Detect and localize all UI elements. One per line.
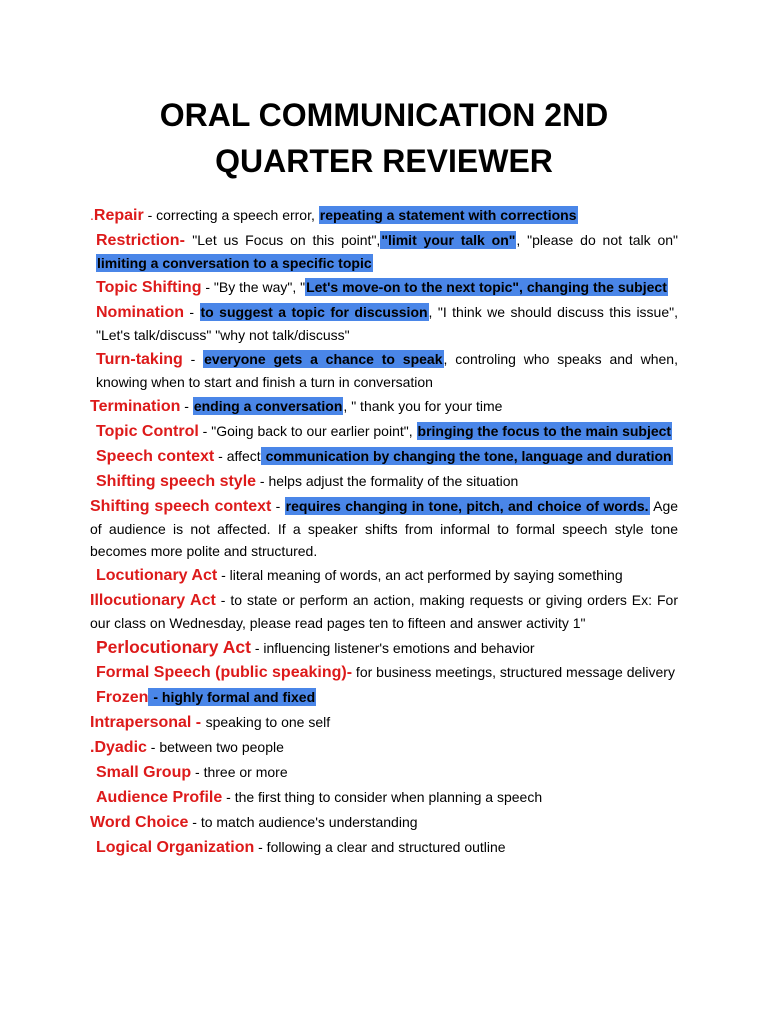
definition-text: "Let us Focus on this point",	[192, 232, 381, 248]
definition-text: - the first thing to consider when planning a speech	[222, 789, 543, 805]
entry-speech-context	[90, 445, 678, 468]
term-label: Locutionary Act	[96, 567, 218, 584]
term-label: Intrapersonal -	[90, 714, 206, 731]
entry-word-choice	[90, 811, 678, 834]
term-label: Logical Organization	[96, 839, 255, 856]
entry-intrapersonal	[90, 711, 678, 734]
entry-logical-organization	[90, 836, 678, 859]
term-label: Illocutionary Act	[90, 592, 216, 609]
definition-text: - helps adjust the formality of the situation	[256, 473, 519, 489]
title-line-1: ORAL COMMUNICATION 2ND	[159, 97, 609, 133]
entry-illocutionary-act	[90, 589, 678, 634]
entry-shifting-speech-context	[90, 495, 678, 562]
term-label: Shifting speech style	[96, 473, 257, 490]
term-label: Turn-taking	[96, 351, 183, 368]
term-label: Restriction-	[96, 232, 193, 249]
definition-text: - between two people	[146, 739, 284, 755]
highlighted-definition: requires changing in tone, pitch, and choice of words.	[285, 498, 649, 514]
highlighted-definition: Let's move-on to the next topic", changing the subject	[306, 279, 667, 295]
definition-text: , controling who speaks and when, knowing when to start and finish a turn in conversation	[96, 351, 678, 390]
term-label: Termination	[90, 398, 181, 415]
highlighted-definition: repeating a statement with corrections	[319, 207, 577, 223]
term-label: Topic Control	[96, 423, 199, 440]
definition-text: - correcting a speech error,	[143, 207, 319, 223]
term-label: .Dyadic	[90, 739, 147, 756]
entry-small-group	[90, 761, 678, 784]
reviewer-entries	[90, 204, 678, 861]
highlighted-definition: - highly formal and fixed	[149, 689, 316, 705]
definition-text: - following a clear and structured outline	[254, 839, 506, 855]
definition-text: -	[184, 304, 200, 320]
definition-text: -	[271, 498, 285, 514]
definition-text: , "please do not talk on"	[516, 232, 678, 248]
entry-termination	[90, 395, 678, 418]
term-label: Nomination	[96, 304, 184, 321]
definition-text: -	[182, 351, 204, 367]
definition-text: - to match audience's understanding	[188, 814, 418, 830]
entry-frozen	[90, 686, 678, 709]
highlighted-definition: everyone gets a chance to speak	[204, 351, 443, 367]
term-label: Audience Profile	[96, 789, 223, 806]
definition-text: for business meetings, structured message delivery	[352, 664, 675, 680]
definition-text: - to state or perform an action, making requests or giving orders Ex: For our class on Wednesday, please read pages ten to fifteen and answer activity 1"	[90, 592, 678, 631]
definition-text: - "Going back to our earlier point",	[198, 423, 417, 439]
term-label: Small Group	[96, 764, 192, 781]
leading-dot: .	[90, 207, 94, 223]
entry-repair	[90, 204, 678, 227]
definition-text: - literal meaning of words, an act performed by saying something	[217, 567, 623, 583]
entry-audience-profile	[90, 786, 678, 809]
entry-topic-shifting	[90, 276, 678, 299]
definition-text: Age of audience is not affected. If a speaker shifts from informal to formal speech style tone becomes more polite and structured.	[90, 498, 679, 559]
highlighted-definition: "limit your talk on"	[381, 232, 516, 248]
title-line-2: QUARTER REVIEWER	[215, 143, 553, 179]
entry-dyadic	[90, 736, 678, 759]
highlighted-definition: ending a conversation	[193, 398, 343, 414]
document-title	[0, 92, 768, 184]
definition-text: - affect	[214, 448, 261, 464]
entry-perlocutionary-act	[90, 636, 678, 659]
term-label: Perlocutionary Act	[96, 637, 251, 657]
term-label: Formal Speech (public speaking)-	[96, 664, 353, 681]
term-label: Repair	[93, 207, 144, 224]
entry-locutionary-act	[90, 564, 678, 587]
highlighted-definition: to suggest a topic for discussion	[200, 304, 428, 320]
entry-formal-speech	[90, 661, 678, 684]
definition-text: -	[180, 398, 193, 414]
entry-turn-taking	[90, 348, 678, 393]
entry-topic-control	[90, 420, 678, 443]
term-label: Word Choice	[90, 814, 189, 831]
term-label: Shifting speech context	[90, 498, 272, 515]
definition-text: - three or more	[191, 764, 288, 780]
definition-text: , " thank you for your time	[343, 398, 503, 414]
definition-text: - influencing listener's emotions and behavior	[250, 640, 535, 656]
highlighted-definition: limiting a conversation to a specific topic	[97, 255, 372, 271]
term-label: Frozen	[96, 689, 149, 706]
term-label: Speech context	[96, 448, 215, 465]
entry-shifting-speech-style	[90, 470, 678, 493]
highlighted-definition: bringing the focus to the main subject	[417, 423, 672, 439]
term-label: Topic Shifting	[96, 279, 202, 296]
definition-text: - "By the way", "	[201, 279, 306, 295]
highlighted-definition: communication by changing the tone, language and duration	[261, 448, 672, 464]
entry-restriction	[90, 229, 678, 274]
definition-text: , "I think we should discuss this issue", "Let's talk/discuss" "why not talk/discuss"	[96, 304, 678, 343]
entry-nomination	[90, 301, 678, 346]
definition-text: speaking to one self	[205, 714, 331, 730]
